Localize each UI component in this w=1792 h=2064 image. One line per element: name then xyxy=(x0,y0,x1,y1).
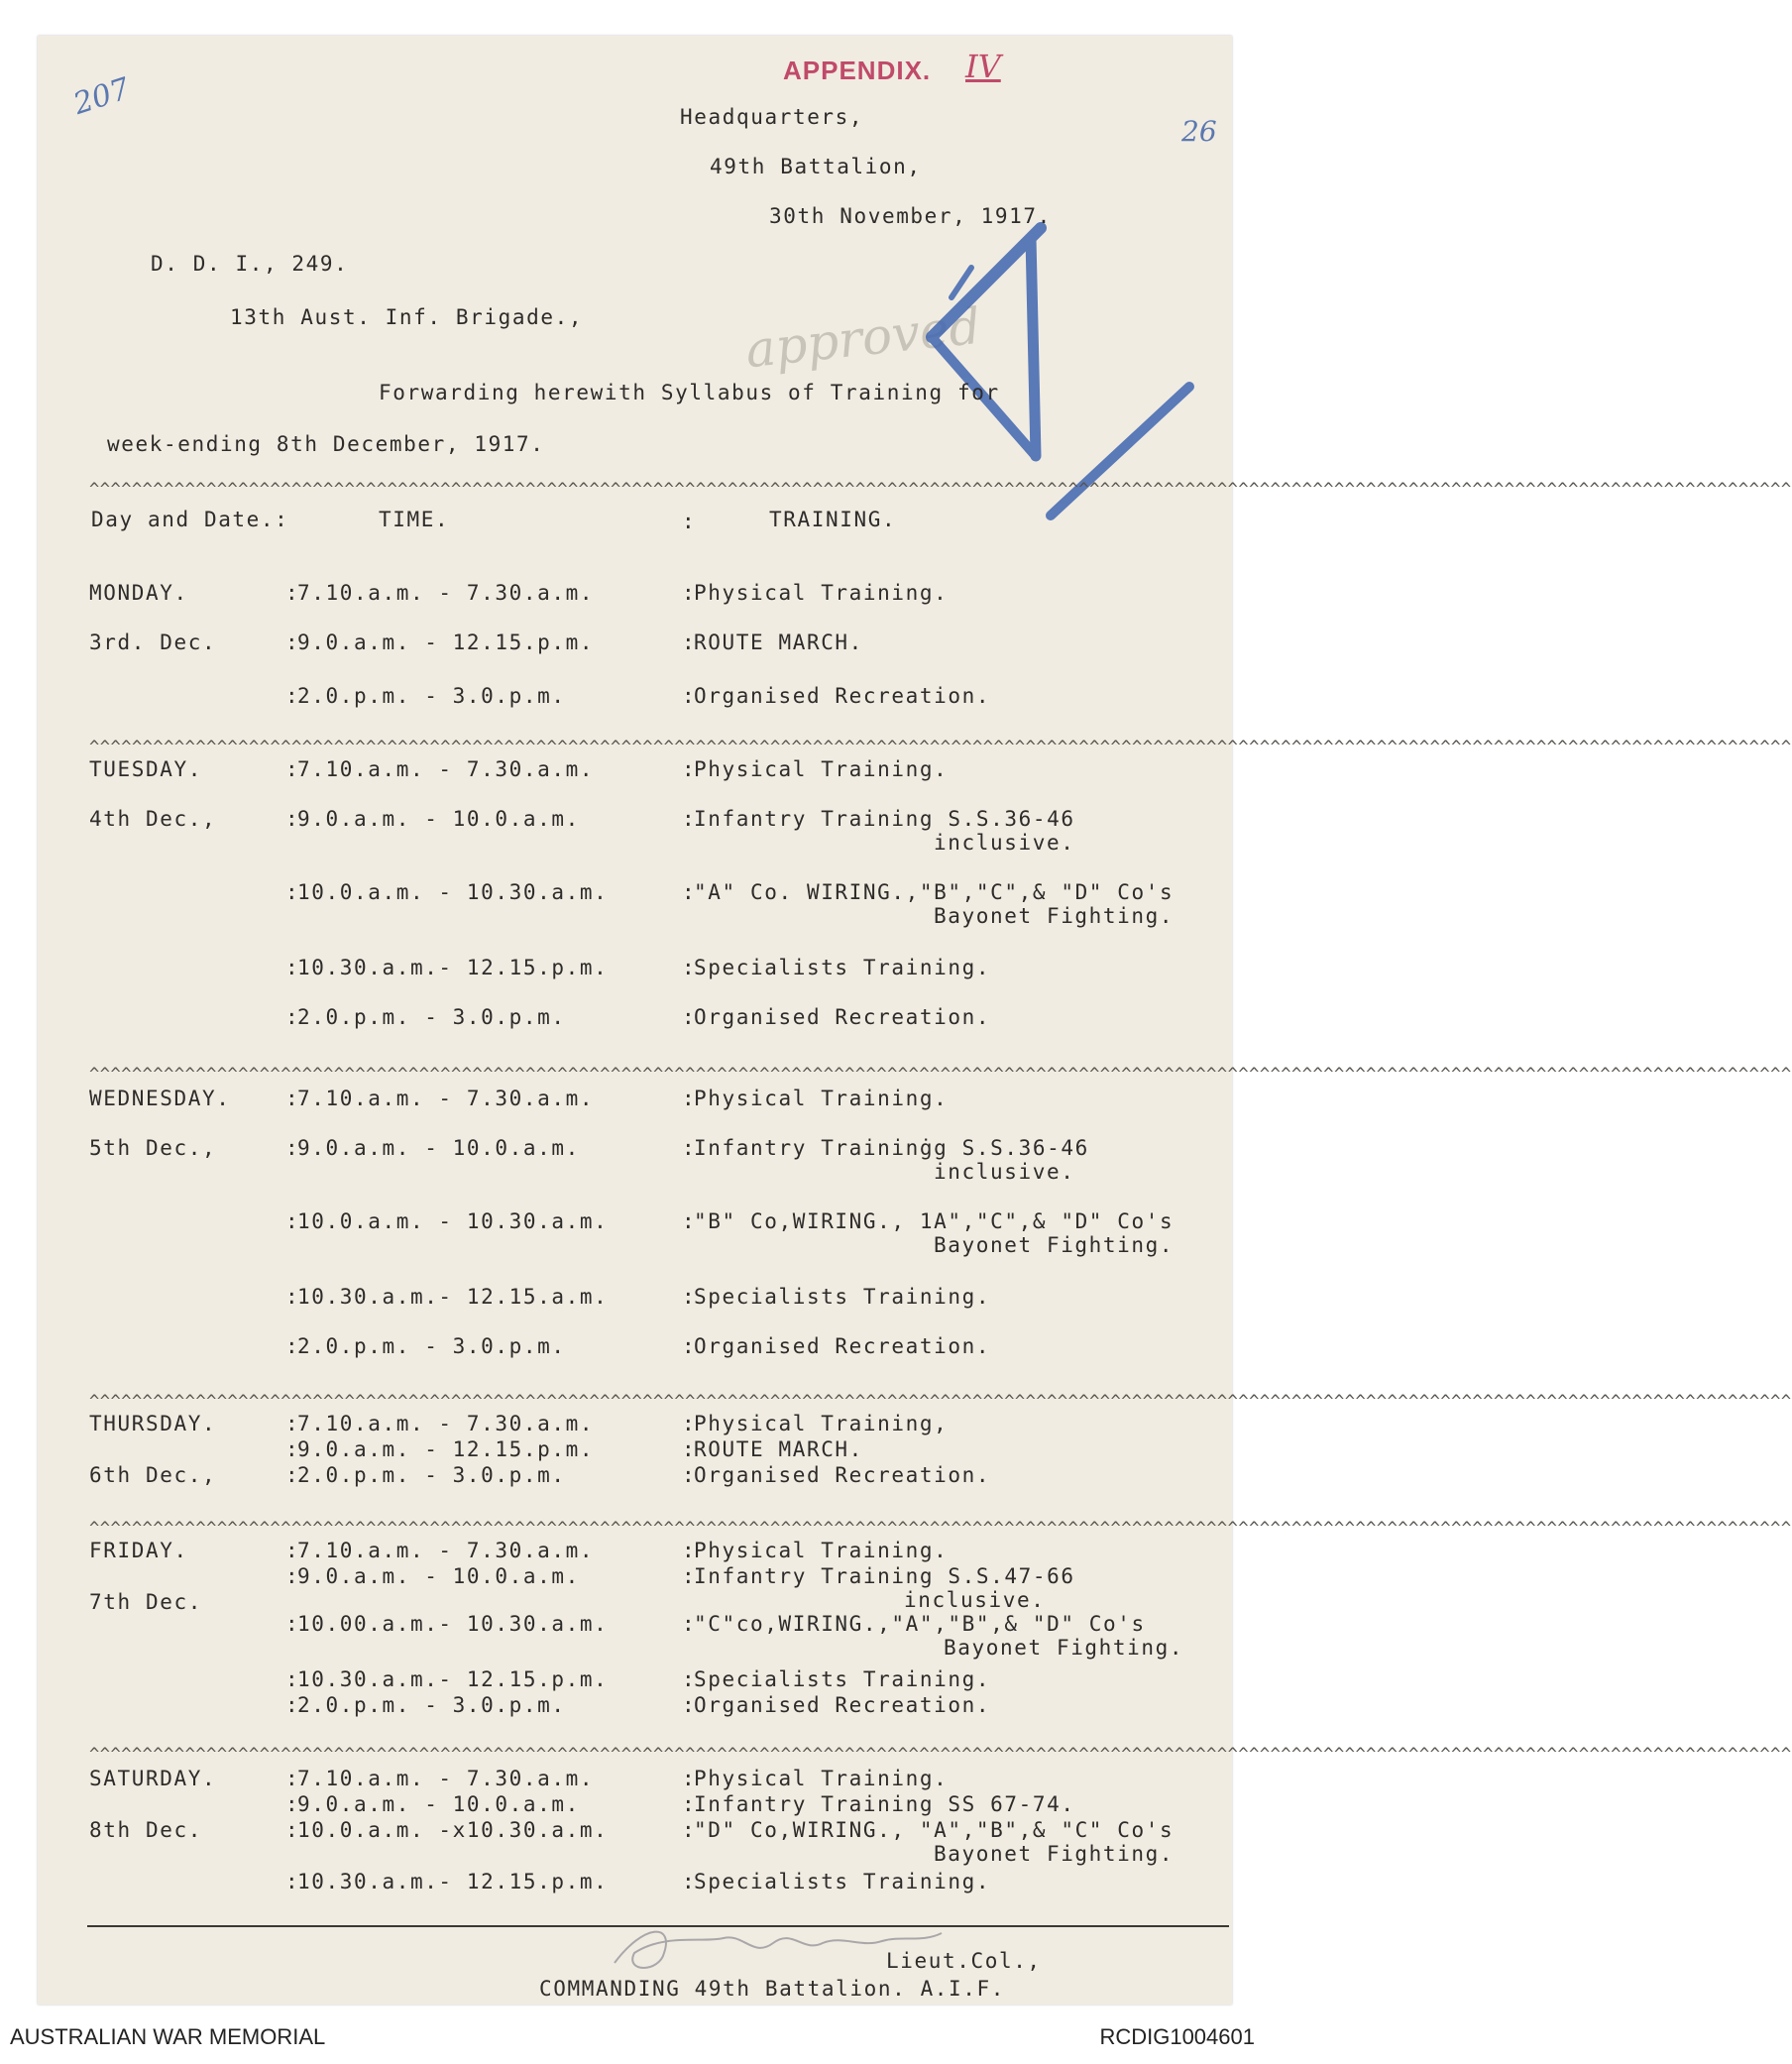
time-slot: 10.30.a.m.- 12.15.p.m. xyxy=(297,956,609,979)
training-activity: Infantry Training S.S.36-46 xyxy=(694,807,1075,831)
column-colon: : xyxy=(682,631,695,654)
caret-divider: ^^^^^^^^^^^^^^^^^^^^^^^^^^^^^^^^^^^^^^^^^^^^^^^^^^^^^^^^^^^^^^^^^^^^^^^^^^^^^^^^^^^^^^^^^^^^^^^^^^^^^^^^^^^^^^^^^^^^^^^^^^^^^^^^^^^^^^^^^^^^^^^^^^^^^^^^^^^^^^^^ xyxy=(89,738,1792,757)
addressee: 13th Aust. Inf. Brigade., xyxy=(230,305,584,329)
column-colon: : xyxy=(682,1136,695,1160)
column-colon: : xyxy=(682,1564,695,1588)
column-colon: : xyxy=(285,1693,298,1717)
time-slot: 9.0.a.m. - 12.15.p.m. xyxy=(297,1437,595,1461)
column-colon: : xyxy=(285,1005,298,1029)
column-colon: : xyxy=(682,1870,695,1893)
header-line-3: 30th November, 1917. xyxy=(769,204,1052,228)
folio-number: 26 xyxy=(1181,115,1217,148)
day-date: 6th Dec., xyxy=(89,1463,217,1487)
column-colon: : xyxy=(682,1767,695,1790)
time-slot: 7.10.a.m. - 7.30.a.m. xyxy=(297,757,595,781)
column-colon: : xyxy=(682,1412,695,1435)
column-colon: : xyxy=(285,956,298,979)
column-colon: : xyxy=(682,1463,695,1487)
time-slot: 10.0.a.m. - 10.30.a.m. xyxy=(297,1209,609,1233)
column-colon: : xyxy=(682,1818,695,1842)
column-colon: : xyxy=(285,1334,298,1358)
page-number-annotation: 207 xyxy=(68,71,135,122)
training-activity: Organised Recreation. xyxy=(694,684,991,708)
time-slot: 2.0.p.m. - 3.0.p.m. xyxy=(297,1693,566,1717)
column-colon: : xyxy=(285,1818,298,1842)
appendix-stamp: APPENDIX. xyxy=(783,56,932,85)
caret-divider: ^^^^^^^^^^^^^^^^^^^^^^^^^^^^^^^^^^^^^^^^^^^^^^^^^^^^^^^^^^^^^^^^^^^^^^^^^^^^^^^^^^^^^^^^^^^^^^^^^^^^^^^^^^^^^^^^^^^^^^^^^^^^^^^^^^^^^^^^^^^^^^^^^^^^^^^^^^^^^^^^ xyxy=(89,480,1792,500)
column-colon: : xyxy=(682,757,695,781)
column-time: TIME. xyxy=(379,508,450,531)
column-day: Day and Date.: xyxy=(91,508,289,531)
column-colon: : xyxy=(285,581,298,605)
column-colon: : xyxy=(285,807,298,831)
time-slot: 7.10.a.m. - 7.30.a.m. xyxy=(297,581,595,605)
column-colon: : xyxy=(285,1612,298,1636)
training-activity: "A" Co. WIRING.,"B","C",& "D" Co's xyxy=(694,880,1175,904)
column-colon: : xyxy=(285,1463,298,1487)
column-colon: : xyxy=(682,1612,695,1636)
column-colon: : xyxy=(285,631,298,654)
column-colon: : xyxy=(682,684,695,708)
pencil-mark-icon xyxy=(892,198,1209,555)
time-slot: 9.0.a.m. - 10.0.a.m. xyxy=(297,1792,580,1816)
time-slot: 9.0.a.m. - 10.0.a.m. xyxy=(297,1136,580,1160)
column-colon: : xyxy=(682,1693,695,1717)
column-colon: : xyxy=(285,1209,298,1233)
column-colon: : xyxy=(285,1767,298,1790)
day-date: 3rd. Dec. xyxy=(89,631,217,654)
column-colon: : xyxy=(682,956,695,979)
training-activity: Physical Training. xyxy=(694,1767,949,1790)
footer-left: AUSTRALIAN WAR MEMORIAL xyxy=(10,2024,326,2049)
training-activity-continued: Bayonet Fighting. xyxy=(944,1636,1184,1660)
time-slot: 9.0.a.m. - 10.0.a.m. xyxy=(297,807,580,831)
time-slot: 7.10.a.m. - 7.30.a.m. xyxy=(297,1767,595,1790)
training-activity: Organised Recreation. xyxy=(694,1005,991,1029)
column-colon: : xyxy=(285,880,298,904)
training-activity: Specialists Training. xyxy=(694,1285,991,1309)
day-date: 4th Dec., xyxy=(89,807,217,831)
day-name: TUESDAY. xyxy=(89,757,202,781)
closing-rank: Lieut.Col., xyxy=(886,1949,1042,1973)
day-date: 5th Dec., xyxy=(89,1136,217,1160)
training-activity: Organised Recreation. xyxy=(694,1334,991,1358)
column-separator: : xyxy=(682,510,697,533)
training-activity-continued: inclusive. xyxy=(904,1588,1046,1612)
column-colon: : xyxy=(682,1667,695,1691)
column-colon: : xyxy=(285,1437,298,1461)
column-colon: : xyxy=(285,757,298,781)
column-colon: : xyxy=(285,1412,298,1435)
day-name: THURSDAY. xyxy=(89,1412,217,1435)
day-name: SATURDAY. xyxy=(89,1767,217,1790)
column-colon: : xyxy=(285,684,298,708)
column-colon: : xyxy=(682,807,695,831)
column-colon: : xyxy=(285,1285,298,1309)
time-slot: 2.0.p.m. - 3.0.p.m. xyxy=(297,1463,566,1487)
column-colon: : xyxy=(285,1792,298,1816)
training-activity: Organised Recreation. xyxy=(694,1693,991,1717)
reference-number: D. D. I., 249. xyxy=(151,252,349,276)
time-slot: 2.0.p.m. - 3.0.p.m. xyxy=(297,684,566,708)
time-slot: 10.0.a.m. - 10.30.a.m. xyxy=(297,880,609,904)
time-slot: 2.0.p.m. - 3.0.p.m. xyxy=(297,1005,566,1029)
training-activity-continued: inclusive. xyxy=(934,831,1075,855)
training-activity: ROUTE MARCH. xyxy=(694,1437,863,1461)
column-colon: : xyxy=(285,1667,298,1691)
column-colon: : xyxy=(682,581,695,605)
column-colon: : xyxy=(682,1334,695,1358)
column-colon: : xyxy=(682,1087,695,1110)
column-colon: : xyxy=(285,1136,298,1160)
day-date: 7th Dec. xyxy=(89,1590,202,1614)
training-activity: Infantry Training S.S.47-66 xyxy=(694,1564,1075,1588)
training-activity-continued: Bayonet Fighting. xyxy=(934,1842,1175,1866)
column-colon: : xyxy=(682,1005,695,1029)
column-colon: : xyxy=(285,1870,298,1893)
time-slot: 9.0.a.m. - 12.15.p.m. xyxy=(297,631,595,654)
column-colon: : xyxy=(682,1285,695,1309)
footer-right: RCDIG1004601 xyxy=(1099,2024,1255,2049)
training-activity: ROUTE MARCH. xyxy=(694,631,863,654)
header-line-1: Headquarters, xyxy=(680,105,864,129)
training-activity: Organised Recreation. xyxy=(694,1463,991,1487)
training-activity: Specialists Training. xyxy=(694,1667,991,1691)
training-activity: Specialists Training. xyxy=(694,956,991,979)
caret-divider: ^^^^^^^^^^^^^^^^^^^^^^^^^^^^^^^^^^^^^^^^^^^^^^^^^^^^^^^^^^^^^^^^^^^^^^^^^^^^^^^^^^^^^^^^^^^^^^^^^^^^^^^^^^^^^^^^^^^^^^^^^^^^^^^^^^^^^^^^^^^^^^^^^^^^^^^^^^^^^^^^ xyxy=(89,1065,1792,1085)
time-slot: 7.10.a.m. - 7.30.a.m. xyxy=(297,1412,595,1435)
training-activity: Specialists Training. xyxy=(694,1870,991,1893)
intro-line-2: week-ending 8th December, 1917. xyxy=(107,432,545,456)
pencil-note: approved xyxy=(742,296,984,380)
column-training: TRAINING. xyxy=(769,508,897,531)
training-activity-continued: Bayonet Fighting. xyxy=(934,1233,1175,1257)
training-activity-continued: Bayonet Fighting. xyxy=(934,904,1175,928)
column-colon: : xyxy=(682,1209,695,1233)
time-slot: 10.0.a.m. -x10.30.a.m. xyxy=(297,1818,609,1842)
day-name: MONDAY. xyxy=(89,581,188,605)
time-slot: 9.0.a.m. - 10.0.a.m. xyxy=(297,1564,580,1588)
time-slot: 10.30.a.m.- 12.15.p.m. xyxy=(297,1870,609,1893)
column-colon: : xyxy=(682,1792,695,1816)
caret-divider: ^^^^^^^^^^^^^^^^^^^^^^^^^^^^^^^^^^^^^^^^^^^^^^^^^^^^^^^^^^^^^^^^^^^^^^^^^^^^^^^^^^^^^^^^^^^^^^^^^^^^^^^^^^^^^^^^^^^^^^^^^^^^^^^^^^^^^^^^^^^^^^^^^^^^^^^^^^^^^^^^ xyxy=(89,1519,1792,1539)
column-colon: : xyxy=(682,1437,695,1461)
column-colon: : xyxy=(285,1539,298,1562)
closing-title: COMMANDING 49th Battalion. A.I.F. xyxy=(539,1977,1006,2001)
training-activity: "C"co,WIRING.,"A","B",& "D" Co's xyxy=(694,1612,1146,1636)
column-colon: : xyxy=(682,1539,695,1562)
training-activity: Physical Training. xyxy=(694,1087,949,1110)
training-activity: "B" Co,WIRING., 1A","C",& "D" Co's xyxy=(694,1209,1175,1233)
day-name: WEDNESDAY. xyxy=(89,1087,231,1110)
time-slot: 10.30.a.m.- 12.15.a.m. xyxy=(297,1285,609,1309)
appendix-numeral: IV xyxy=(965,48,1001,85)
caret-divider: ^^^^^^^^^^^^^^^^^^^^^^^^^^^^^^^^^^^^^^^^^^^^^^^^^^^^^^^^^^^^^^^^^^^^^^^^^^^^^^^^^^^^^^^^^^^^^^^^^^^^^^^^^^^^^^^^^^^^^^^^^^^^^^^^^^^^^^^^^^^^^^^^^^^^^^^^^^^^^^^^ xyxy=(89,1745,1792,1765)
day-name: FRIDAY. xyxy=(89,1539,188,1562)
training-activity: Infantry Traininġg S.S.36-46 xyxy=(694,1136,1089,1160)
intro-line-1: Forwarding herewith Syllabus of Training for xyxy=(379,381,1000,404)
training-activity: "D" Co,WIRING., "A","B",& "C" Co's xyxy=(694,1818,1175,1842)
time-slot: 2.0.p.m. - 3.0.p.m. xyxy=(297,1334,566,1358)
column-colon: : xyxy=(285,1087,298,1110)
time-slot: 7.10.a.m. - 7.30.a.m. xyxy=(297,1539,595,1562)
time-slot: 10.30.a.m.- 12.15.p.m. xyxy=(297,1667,609,1691)
column-colon: : xyxy=(682,880,695,904)
training-activity: Physical Training, xyxy=(694,1412,949,1435)
training-activity: Physical Training. xyxy=(694,1539,949,1562)
training-activity-continued: inclusive. xyxy=(934,1160,1075,1184)
caret-divider: ^^^^^^^^^^^^^^^^^^^^^^^^^^^^^^^^^^^^^^^^^^^^^^^^^^^^^^^^^^^^^^^^^^^^^^^^^^^^^^^^^^^^^^^^^^^^^^^^^^^^^^^^^^^^^^^^^^^^^^^^^^^^^^^^^^^^^^^^^^^^^^^^^^^^^^^^^^^^^^^^ xyxy=(89,1392,1792,1412)
training-activity: Physical Training. xyxy=(694,581,949,605)
training-activity: Physical Training. xyxy=(694,757,949,781)
day-date: 8th Dec. xyxy=(89,1818,202,1842)
column-colon: : xyxy=(285,1564,298,1588)
time-slot: 10.00.a.m.- 10.30.a.m. xyxy=(297,1612,609,1636)
time-slot: 7.10.a.m. - 7.30.a.m. xyxy=(297,1087,595,1110)
header-line-2: 49th Battalion, xyxy=(710,155,922,178)
training-activity: Infantry Training SS 67-74. xyxy=(694,1792,1075,1816)
